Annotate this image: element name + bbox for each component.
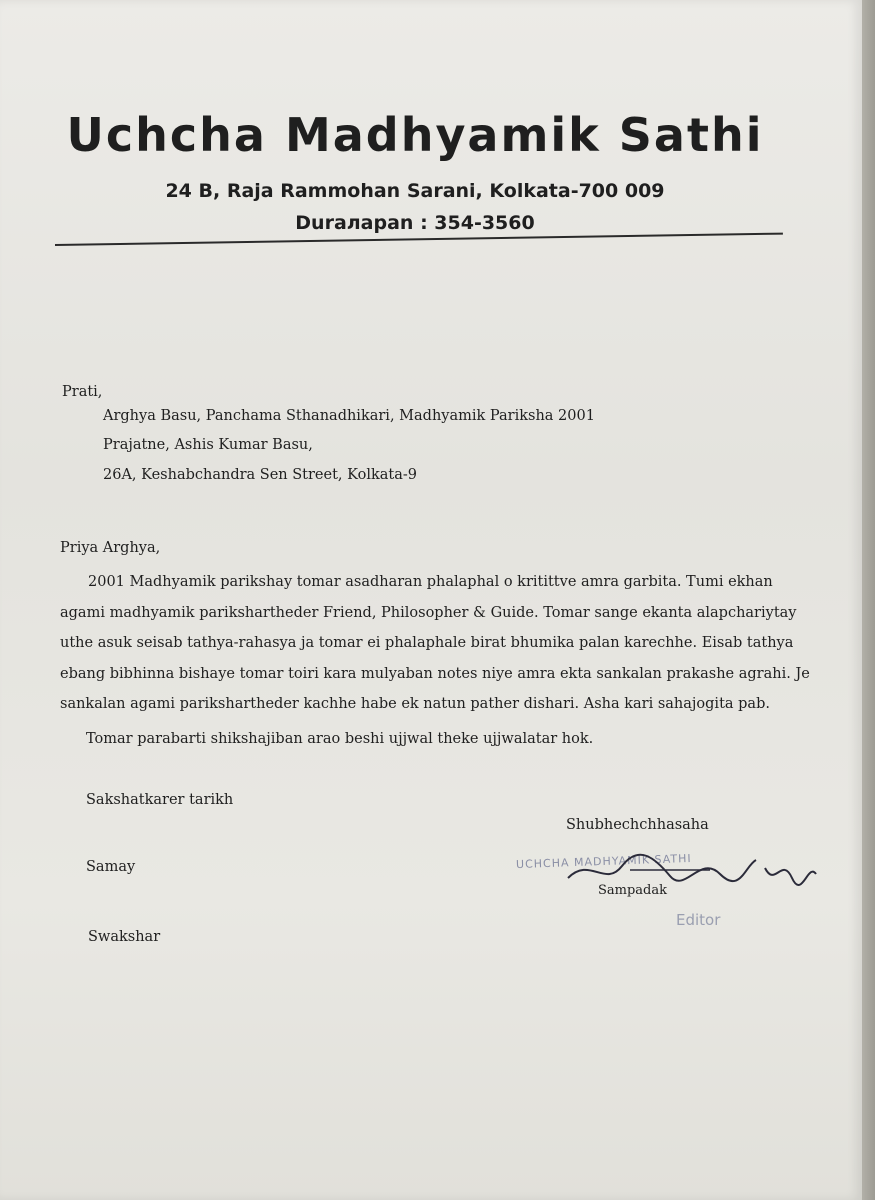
closing-greeting: Shubhechchhasaha <box>566 817 709 833</box>
body-paragraph: 2001 Madhyamik parikshay tomar asadharan phalaphal o kritittve amra garbita. Tumi ekhan agami madhyamik parikshartheder Friend, Philosopher & Guide. Tomar sange ekanta alapchariytay uthe asuk seisab tathya-rahasya ja tomar ei phalaphale birat bhumika palan karechhe. Eisab tathya ebang bibhinna bishaye tomar toiri kara mulyaban notes niye amra ekta sankalan prakashe agrahi. Je sankalan agami parikshartheder kachhe habe ek natun pather dishari. Asha kari sahajogita pab. <box>60 574 810 712</box>
recipient-name-line: Arghya Basu, Panchama Sthanadhikari, Madhyamik Pariksha 2001 <box>103 408 595 424</box>
signature-label: Swakshar <box>88 929 161 945</box>
interview-date-label: Sakshatkarer tarikh <box>86 792 234 808</box>
stamp-editor-label: Editor <box>676 911 721 929</box>
recipient-address-line: 26A, Keshabchandra Sen Street, Kolkata-9 <box>103 467 417 483</box>
letterhead-title: Uchcha Madhyamik Sathi <box>66 108 764 162</box>
closing-wish: Tomar parabarti shikshajiban arao beshi ujjwal theke ujjwalatar hok. <box>86 731 594 747</box>
letterhead-address: 24 B, Raja Rammohan Sarani, Kolkata-700 009 <box>165 180 665 202</box>
page-edge <box>862 0 875 1200</box>
letterhead-phone: Durалapan : 354-3560 <box>295 212 535 234</box>
recipient-prefix: Prati, <box>62 384 103 400</box>
rubber-stamp-text: UCHCHA MADHYAMIK SATHI <box>515 851 692 872</box>
salutation: Priya Arghya, <box>60 540 161 556</box>
recipient-care-of-line: Prajatne, Ashis Kumar Basu, <box>103 437 313 453</box>
editor-designation: Sampadak <box>598 883 668 898</box>
interview-time-label: Samay <box>86 859 136 875</box>
